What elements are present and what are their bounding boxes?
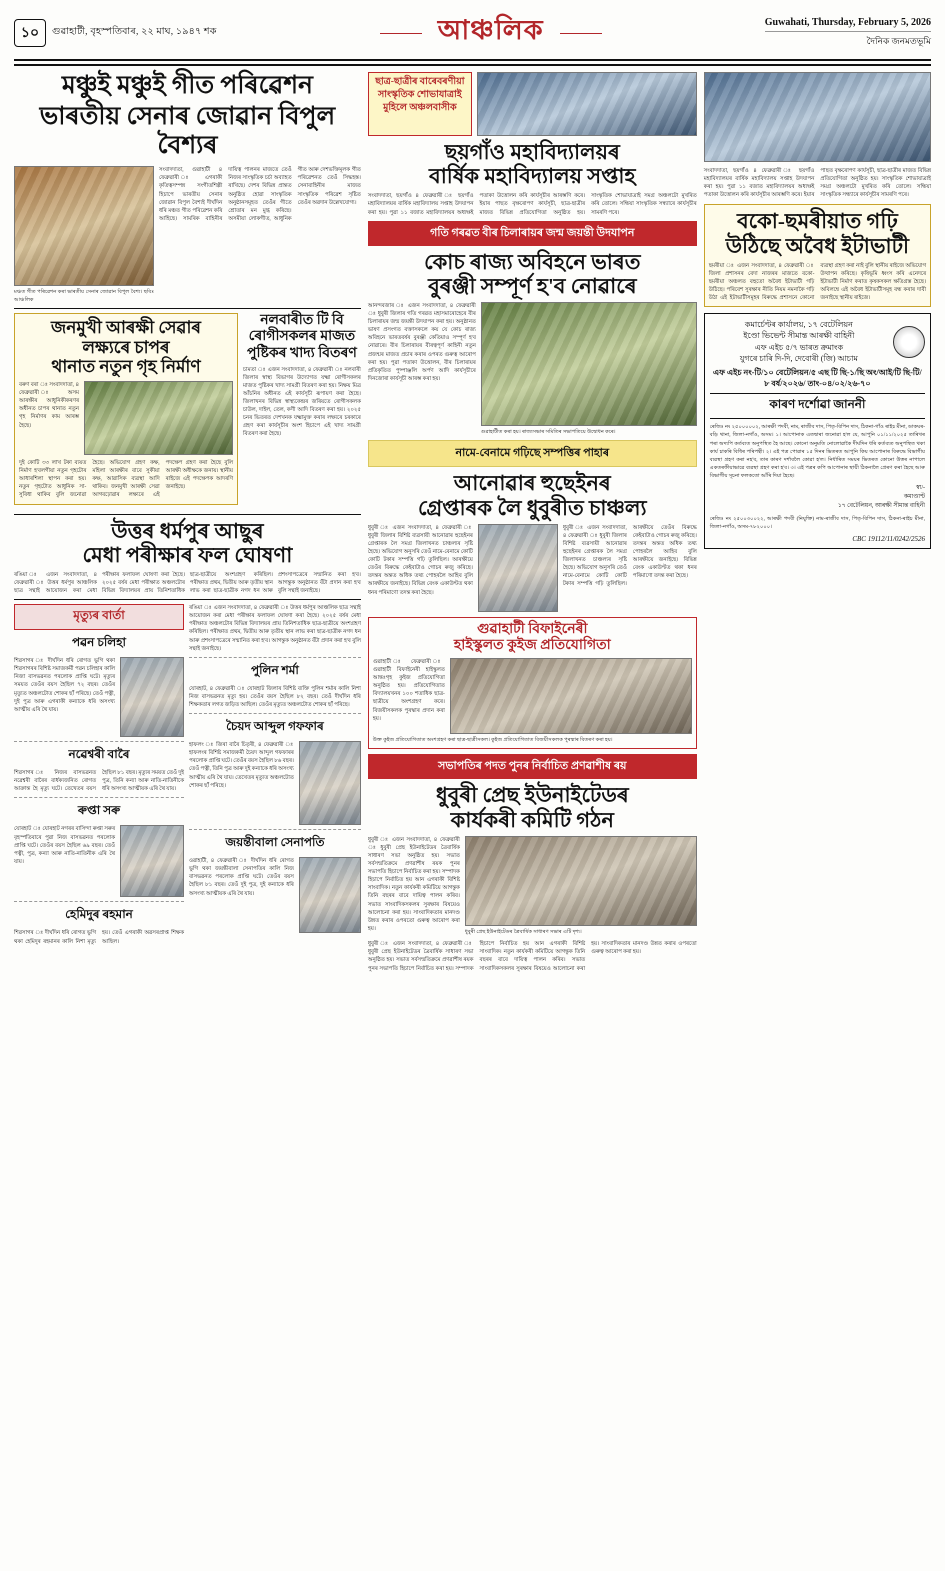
column-left bbox=[14, 72, 361, 1550]
obit-name-1: নৱেশ্বৰী বাৰৈ bbox=[68, 747, 130, 762]
dhubri-headline-1: ধুবুৰী প্ৰেছ ইউনাইটেডৰ bbox=[435, 783, 629, 808]
quiz-headline-1: গুৱাহাটী বিফাইনেৰী bbox=[477, 621, 588, 637]
anowar-headline-2: গ্ৰেপ্তাৰক লৈ ধুবুৰীত চাঞ্চল্য bbox=[418, 495, 647, 520]
divider-a3 bbox=[14, 599, 361, 600]
police-headline-3: থানাত নতুন গৃহ নিৰ্মাণ bbox=[51, 357, 201, 377]
obit-text-2: যোৰহাট ঃ যোৰহাট নগৰৰ বাসিন্দা ৰুপ্তা সৰুৰ বৃহস্পতিবাৰে পুৱা নিজ বাসভৱনত পৰলোক প্ৰাপ্তি ঘটে। তেওঁৰ বয়স হৈছিল ৬৯ বছৰ। তেওঁ পত্নী, পুত্ৰ, কন্যা আৰু নাতি-নাতিনীক এৰি থৈ যায়। bbox=[14, 826, 115, 865]
chaygaon-text-right: সংবাদদাতা, ছয়গাঁও ৪ ফেব্ৰুৱাৰী ঃ ছয়গাঁও মহাবিদ্যালয়ৰ বাৰ্ষিক মহাবিদ্যালয় সপ্তাহ উদযাপন কৰা হয়। পুৱা ১১ বজাত মহাবিদ্যালয়ৰ অধ্যক্ষই পতাকা উত্তোলন কৰি কাৰ্যসূচীৰ আৰম্ভণি কৰে। ইয়াৰ পাছত বৃক্ষৰোপণ কাৰ্যসূচী, ছাত্ৰ-ছাত্ৰীৰ মাজত বিভিন্ন প্ৰতিযোগিতা অনুষ্ঠিত হয়। সাংস্কৃতিক শোভাযাত্ৰাই সমগ্ৰ অঞ্চলটো মুখৰিত কৰি তোলে। সন্ধিয়া সাংস্কৃতিক সন্ধ্যাৰে কাৰ্যসূচীৰ সামৰণি পৰে। bbox=[703, 168, 931, 199]
anowar-text-cont: ধুবুৰী ঃ এজন সংবাদদাতা, ৪ ফেব্ৰুৱাৰী ঃ ধুবুৰী জিলাৰ বিশিষ্ট ব্যৱসায়ী আনোৱাৰ হুছেইনৰ গ্ৰেপ্তাৰক লৈ সমগ্ৰ জিলাখনত চাঞ্চল্যৰ সৃষ্টি হৈছে। অভিযোগ অনুসৰি তেওঁ নামে-বেনামে কোটি কোটি টকাৰ সম্পত্তি গঢ়ি তুলিছিল। আৰক্ষীয়ে তেওঁৰ বিৰুদ্ধে কেইবাটাও গোচৰ ৰুজু কৰিছে। তদন্তৰ অন্তত অধিক তথ্য পোহৰলৈ আহিব বুলি আৰক্ষীয়ে জনাইছে। বিভিন্ন বেংক একাউণ্টত থকা ধনৰ পৰিমাণো তদন্ত কৰা হৈছে। bbox=[562, 524, 697, 588]
obit-right-portrait-1 bbox=[299, 741, 361, 825]
anowar-headline-1: আনোৱাৰ হুছেইনৰ bbox=[453, 471, 611, 496]
notice-footer: ৰেজিঃ নং ২৫০০৩০০২২, আৰক্ষী পদবী (নিযুক্তি) নাম-ৰাজীব দাস, পিতৃ-বিপিন দাস, ঠিকনা-ৰাইচ মীনা, জিলা-নগাঁও, অসম-৭৮২০০০। bbox=[709, 515, 925, 530]
top-strip bbox=[368, 72, 697, 136]
obit-portrait-2 bbox=[120, 825, 184, 897]
obituary-left bbox=[14, 604, 184, 946]
police-story bbox=[14, 313, 238, 504]
obit-right-portrait-2 bbox=[299, 857, 361, 933]
obit-name-2: ৰুপ্তা সৰু bbox=[77, 803, 121, 818]
quiz-story bbox=[368, 617, 697, 750]
anowar-body bbox=[368, 524, 697, 612]
tb-text: চামতা ঃ এজন সংবাদদাতা, ৪ ফেব্ৰুৱাৰী ঃ নলবাৰী জিলাৰ স্বাস্থ্য বিভাগৰ উদ্যোগত যক্ষ্মা ৰোগীসকলৰ মাজত পুষ্টিকৰ খাদ্য সামগ্ৰী বিতৰণ কৰা হয়। নিক্ষয় মিত্ৰ আঁচনিৰ অধীনত এই কাৰ্যসূচী ৰূপায়ণ কৰা হৈছে। জিলাখনৰ বিভিন্ন স্বাস্থ্যকেন্দ্ৰৰ জৰিয়তে ৰোগীসকলক চাউল, দাইল, তেল, কণী আদি বিতৰণ কৰা হয়। ২০২৫ চনৰ ভিতৰত দেশখনক যক্ষ্মামুক্ত কৰাৰ লক্ষ্যৰে চৰকাৰে গ্ৰহণ কৰা কাৰ্যসূচীৰ অংশ হিচাপে এই খাদ্য সামগ্ৰী বিতৰণ কৰা হৈছে। bbox=[243, 366, 361, 438]
notice-sign-2: কমাণ্ডাণ্ট bbox=[903, 493, 925, 500]
anowar-portrait bbox=[478, 524, 558, 612]
dhubri-photo bbox=[465, 836, 697, 926]
quiz-photo-caption: উক্ত কুইজ প্ৰতিযোগিতাত অংশগ্ৰহণ কৰা ছাত্ৰ-ছাত্ৰীসকল। কুইজ প্ৰতিযোগিতাত বিজয়ীসকলক পুৰস্কাৰ বিতৰণ কৰা হয়। bbox=[372, 736, 613, 743]
police-photo bbox=[84, 381, 233, 455]
govt-emblem-icon bbox=[893, 326, 925, 358]
column-right bbox=[704, 72, 931, 1550]
page-number: ১০ bbox=[14, 19, 46, 47]
obit-right-text-2: ওৱাহাটী, ৪ ফেব্ৰুৱাৰী ঃ দীৰ্ঘদিন ধৰি ৰোগত ভুগি থকা জয়ন্তীবালা সেনাপতিৰ কালি নিজ বাসভৱনত পৰলোক প্ৰাপ্তি ঘটে। তেওঁৰ বয়স হৈছিল ৮১ বছৰ। তেওঁ দুই পুত্ৰ, দুই কন্যাকে ধৰি অসংখ্য আত্মীয়ক এৰি থৈ যায়। bbox=[189, 858, 294, 897]
obit-right-lead: ৰঙিয়া ঃ এজন সংবাদদাতা, ৪ ফেব্ৰুৱাৰী ঃ উত্তৰ ধৰ্মপুৰ আঞ্চলিক ছাত্ৰ সন্থাই আয়োজন কৰা মেধা পৰীক্ষাৰ ফলাফল ঘোষণা কৰা হৈছে। ২০২৫ বৰ্ষৰ মেধা পৰীক্ষাত অঞ্চলটোৰ বিভিন্ন বিদ্যালয়ৰ প্ৰায় তিনিশতাধিক ছাত্ৰ-ছাত্ৰীয়ে অংশগ্ৰহণ কৰিছিল। পৰীক্ষাত প্ৰথম, দ্বিতীয় আৰু তৃতীয় স্থান লাভ কৰা ছাত্ৰ-ছাত্ৰীক নগদ ধন আৰু প্ৰশংসাপত্ৰেৰে সন্মানিত কৰা হ'ব। আগন্তুক অনুষ্ঠানত বঁটা প্ৰদান কৰা হ'ব বুলি সন্থাই জনাইছে। bbox=[189, 605, 361, 652]
obit-name-0: পৱন চলিহা bbox=[72, 635, 126, 650]
obit-portrait-0 bbox=[120, 657, 184, 737]
police-tb-row bbox=[14, 313, 361, 509]
masthead-rule bbox=[14, 64, 931, 66]
lead-headline-1: মঞ্চুই মঞ্চুই গীত পৰিৱেশন bbox=[61, 72, 313, 99]
lead-headline-2: ভাৰতীয় সেনাৰ জোৱান বিপুল বৈশ্যৰ bbox=[39, 102, 336, 159]
dharmapur-headline-2: মেধা পৰীক্ষাৰ ফল ঘোষণা bbox=[82, 542, 293, 567]
obituary-right bbox=[189, 604, 361, 946]
chaygaon-text: সংবাদদাতা, ছয়গাঁও ৪ ফেব্ৰুৱাৰী ঃ ছয়গাঁও মহাবিদ্যালয়ৰ বাৰ্ষিক মহাবিদ্যালয় সপ্তাহ উদযাপন কৰা হয়। পুৱা ১১ বজাত মহাবিদ্যালয়ৰ অধ্যক্ষই পতাকা উত্তোলন কৰি কাৰ্যসূচীৰ আৰম্ভণি কৰে। ইয়াৰ পাছত বৃক্ষৰোপণ কাৰ্যসূচী, ছাত্ৰ-ছাত্ৰীৰ মাজত বিভিন্ন প্ৰতিযোগিতা অনুষ্ঠিত হয়। সাংস্কৃতিক শোভাযাত্ৰাই সমগ্ৰ অঞ্চলটো মুখৰিত কৰি তোলে। সন্ধিয়া সাংস্কৃতিক সন্ধ্যাৰে কাৰ্যসূচীৰ সামৰণি পৰে। bbox=[367, 193, 697, 216]
tb-headline: নলবাৰীত টি বি ৰোগীসকলৰ মাজত পুষ্টিকৰ খাদ্য বিতৰণ bbox=[246, 313, 357, 361]
masthead-tagline: দৈনিক জনমতভূমি bbox=[765, 31, 931, 49]
dhubri-body bbox=[368, 836, 697, 937]
notice-header-3: এফ এইচ ৫/৭ ভাৰত ক্ৰমাংক bbox=[754, 342, 844, 352]
notice-header-2: ইণ্ডো ভিভেন্ট সীমান্ত আৰক্ষী বাহিনী bbox=[743, 331, 855, 341]
dharmapur-headline-1: উত্তৰ ধৰ্মপুৰ আছুৰ bbox=[111, 518, 264, 543]
dhubri-banner: সভাপতিৰ পদত পুনৰ নিৰ্বাচিত প্ৰণৱাশীষ ৰয় bbox=[368, 754, 697, 779]
obit-row bbox=[14, 604, 361, 946]
top-right-photo bbox=[704, 72, 931, 162]
masthead-left bbox=[14, 19, 217, 47]
quiz-headline-2: হাইস্কুলত কুইজ প্ৰতিযোগিতা bbox=[453, 637, 611, 653]
boko-text: ছমৰীয়া ঃ এজন সংবাদদাতা, ৪ ফেব্ৰুৱাৰী ঃ জিলা প্ৰশাসনৰ বেদা নাজৰৰ মাজতে বকো-ছমৰীয়া অঞ্চলত বহুতো অবৈধ ইটাভাটী গঢ়ি উঠিছে। পৰিবেশ সুৰক্ষাৰ নীতি নিয়ম নমনাকৈ গঢ়ি উঠা এই ইটাভাটীসমূহৰ বিৰুদ্ধে প্ৰশাসনে কোনো ব্যৱস্থা গ্ৰহণ কৰা নাই বুলি স্থানীয় ৰাইজে অভিযোগ উত্থাপন কৰিছে। কৃষিভূমি ধ্বংস কৰি এনেদৰে ইটাভাটী নিৰ্মাণ কৰাত কৃষকসকল ক্ষতিগ্ৰস্ত হৈছে। অবিলম্বে এই অবৈধ ইটাভাটীসমূহ বন্ধ কৰাৰ দাবী জনাইছে স্থানীয় ৰাইজে। bbox=[708, 262, 926, 302]
obit-name-3: হেমিদুৰ ৰহমান bbox=[65, 907, 133, 922]
police-headline-1: জনমুখী আৰক্ষী সেৱাৰ bbox=[51, 318, 201, 338]
obit-text-3: শিৱসাগৰ ঃ দীৰ্ঘদিন ধৰি ৰোগত ভুগি থকা হেমিদুৰ ৰহমানৰ কালি নিশা মৃত্যু হয়। তেওঁ এগৰাকী অৱসৰপ্ৰাপ্ত শিক্ষক আছিল। bbox=[14, 930, 184, 945]
lead-photo-wrap bbox=[14, 166, 154, 304]
anowar-text: ধুবুৰী ঃ এজন সংবাদদাতা, ৪ ফেব্ৰুৱাৰী ঃ ধুবুৰী জিলাৰ বিশিষ্ট ব্যৱসায়ী আনোৱাৰ হুছেইনৰ গ্ৰেপ্তাৰক লৈ সমগ্ৰ জিলাখনত চাঞ্চল্যৰ সৃষ্টি হৈছে। অভিযোগ অনুসৰি তেওঁ নামে-বেনামে কোটি কোটি টকাৰ সম্পত্তি গঢ়ি তুলিছিল। আৰক্ষীয়ে তেওঁৰ বিৰুদ্ধে কেইবাটাও গোচৰ ৰুজু কৰিছে। তদন্তৰ অন্তত অধিক তথ্য পোহৰলৈ আহিব বুলি আৰক্ষীয়ে জনাইছে। বিভিন্ন বেংক একাউণ্টত থকা ধনৰ পৰিমাণো তদন্ত কৰা হৈছে। bbox=[367, 524, 473, 596]
newspaper-logo: আঞ্চলিক bbox=[420, 10, 562, 55]
masthead-date-assamese: গুৱাহাটী, বৃহস্পতিবাৰ, ২২ মাঘ, ১৯৪৭ শক bbox=[52, 27, 217, 37]
koch-photo-caption: গুৱাহাটীত কৰা হয়। ৰাজ্যসভাৰ সমিতিৰ সভাপতিয়ে উদ্বোধন কৰে। bbox=[480, 428, 616, 435]
boko-story bbox=[704, 204, 931, 307]
obit-right-text-1: হাফলং ঃ জিৰা বাৰৈ চিতৃৰী, ৪ ফেব্ৰুৱাৰী ঃ হাফলংৰ বিশিষ্ট সমাজকৰ্মী চৈয়দ আব্দুল গফফাৰৰ পৰলোক প্ৰাপ্তি ঘটে। তেওঁৰ বয়স হৈছিল ৮৬ বছৰ। তেওঁ পত্নী, তিনি পুত্ৰ আৰু দুই কন্যাকে ধৰি অসংখ্য আত্মীয় এৰি থৈ যায়। তেখেতৰ মৃত্যুত অঞ্চলটোত শোকৰ ছাঁ পৰিছে। bbox=[189, 742, 294, 789]
top-strip-photo bbox=[477, 72, 697, 136]
obit-text-1: শিৱসাগৰ ঃ নিজৰ বাসভৱনত নৱেশ্বৰী বাৰৈৰ বাৰ্ধক্যজনিত ৰোগত আক্ৰান্ত হৈ মৃত্যু ঘটে। তেখেতৰ বয়স হৈছিল ৮১ বছৰ। মৃত্যুৰ সময়ত তেওঁ দুই পুত্ৰ, তিনি কন্যা আৰু নাতি-নাতিনীকে ধৰি অসংখ্য আত্মীয়ক এৰি থৈ যায়। bbox=[14, 770, 184, 793]
lead-photo-caption: মঞ্চত গীত পৰিৱেশন কৰা ভাৰতীয় সেনাৰ জোৱান বিপুল বৈশ্য। ছবিঃ আঞ্চলিক bbox=[14, 289, 154, 303]
quiz-photo bbox=[450, 658, 692, 734]
obituary-title: মৃত্যুৰ বাৰ্তা bbox=[14, 604, 184, 630]
masthead-right bbox=[765, 17, 931, 49]
obit-right-text-0: যোৰহাট, ৪ ফেব্ৰুৱাৰী ঃ যোৰহাট জিলাৰ বিশিষ্ট ব্যক্তি পুলিন শৰ্মাৰ কালি নিশা নিজ বাসভৱনত মৃত্যু হয়। তেওঁৰ বয়স হৈছিল ৮২ বছৰ। তেওঁ দীৰ্ঘদিন ধৰি শিক্ষকতাৰ লগত জড়িত আছিল। তেওঁৰ মৃত্যুত অঞ্চলটোত শোকৰ ছাঁ পৰিছে। bbox=[189, 685, 361, 708]
koch-photo-wrap bbox=[481, 302, 697, 437]
dhubri-headline-2: কাৰ্যকৰী কমিটি গঠন bbox=[450, 807, 614, 832]
notice-sign-3: ১৭ বেটেলিয়ন, আৰক্ষী সীমান্ত বাহিনী bbox=[837, 502, 925, 509]
dharmapur-text: ৰঙিয়া ঃ এজন সংবাদদাতা, ৪ ফেব্ৰুৱাৰী ঃ উত্তৰ ধৰ্মপুৰ আঞ্চলিক ছাত্ৰ সন্থাই আয়োজন কৰা মেধা পৰীক্ষাৰ ফলাফল ঘোষণা কৰা হৈছে। ২০২৫ বৰ্ষৰ মেধা পৰীক্ষাত অঞ্চলটোৰ বিভিন্ন বিদ্যালয়ৰ প্ৰায় তিনিশতাধিক ছাত্ৰ-ছাত্ৰীয়ে অংশগ্ৰহণ কৰিছিল। পৰীক্ষাত প্ৰথম, দ্বিতীয় আৰু তৃতীয় স্থান লাভ কৰা ছাত্ৰ-ছাত্ৰীক নগদ ধন আৰু প্ৰশংসাপত্ৰেৰে সন্মানিত কৰা হ'ব। আগন্তুক অনুষ্ঠানত বঁটা প্ৰদান কৰা হ'ব বুলি সন্থাই জনাইছে। bbox=[14, 571, 361, 594]
notice-title: কাৰণ দৰ্শোৱা জাননী bbox=[710, 393, 925, 419]
dhubri-photo-caption: ধুবুৰী প্ৰেছ ইউনাইটেডৰ ত্ৰৈবাৰ্ষিক সাধাৰণ সভাৰ এটি দৃশ্য। bbox=[464, 928, 582, 935]
koch-body bbox=[368, 302, 697, 437]
notice-header-4: যুগৰে চাৰি দি-দি, দেবোৰী (জি) আচাম bbox=[739, 353, 858, 363]
notice-sign-1: স্বা/- bbox=[915, 484, 925, 491]
koch-banner: গতি গৰৱত বীৰ চিলাৰায়ৰ জন্ম জয়ন্তী উদযাপন bbox=[368, 221, 697, 246]
notice-cbc-code: CBC 19112/11/0242/2526 bbox=[852, 534, 925, 543]
boko-headline-1: বকো-ছমৰীয়াত গঢ়ি bbox=[736, 209, 898, 234]
notice-header-1: কমাৰ্চেণ্টৰ কাৰ্যালয়, ১৭ বেটেলিয়ন bbox=[744, 320, 853, 330]
divider-a2 bbox=[14, 514, 361, 515]
koch-headline-1: কোচ ৰাজ্য অবিহনে ভাৰত bbox=[424, 249, 641, 274]
chaygaon-headline-2: বাৰ্ষিক মহাবিদ্যালয় সপ্তাহ bbox=[429, 164, 636, 189]
notice-office-code: এফ এইচ নং-টি/১০ বেটেলিয়ন/৫ এছ টি ছি-১/ছি অং/আই/টি ছি-টি/ ৮ বৰ্ষ/২০২৬/ তাং-০৪/০২/২৬-৭০ bbox=[713, 368, 922, 389]
koch-photo bbox=[481, 302, 697, 426]
divider-a1 bbox=[14, 308, 361, 309]
masthead bbox=[14, 10, 931, 61]
police-byline: বৰুণ বৰা ঃ সংবাদদাতা, ৪ ফেব্ৰুৱাৰী ঃ অসম আৰক্ষীৰ আধুনিকীকৰণৰ অধীনত চাপৰ থানাত নতুন গৃহ নিৰ্মাণৰ কাম আৰম্ভ হৈছে। bbox=[19, 381, 79, 429]
obit-right-name-1: চৈয়দ আব্দুল গফফাৰ bbox=[226, 719, 324, 734]
notice-body: ৰেজিঃ নং ২৫০০০০০২, আৰক্ষী পদবী, নাম, ৰাজীব দাস, পিতৃ-বিপিন দাস, ঠিকনা-গাঁও ৰাইচ মীনা, ডাকঘৰ-বড়ি থানা, জিলা-নগাঁও, অসম। ১। আপোনাক এতদ্বাৰা জনোৱা হ'ল যে, আপুনি ০১/১১/২০২৫ তাৰিখৰ পৰা অদ্যপি কৰ্তব্যত অনুপস্থিত হৈ আছে। কোনো অনুমতি নোলোৱাকৈ দীৰ্ঘদিন ধৰি কৰ্তব্যত অনুপস্থিত থকা কাৰ্য চাকৰি বিধিৰ পৰিপন্থী। ২। এই পত্ৰ পোৱাৰ ১৫ দিনৰ ভিতৰত আপুনি কিয় আপোনাৰ বিৰুদ্ধে বিভাগীয় ব্যৱস্থা গ্ৰহণ কৰা নহ'ব, তাৰ কাৰণ দৰ্শাবলৈ কোৱা হ'ল। নিৰ্ধাৰিত সময়ৰ ভিতৰত কোনো উত্তৰ নাপালে একতৰফীয়াভাৱে ব্যৱস্থা গ্ৰহণ কৰা হ'ব। ৩। এই পত্ৰৰ কপি আপোনাৰ স্থায়ী ঠিকনালৈ প্ৰেৰণ কৰা হৈছে আৰু বিভাগীয় সূচনা ফলকতো আঁৰি দিয়া হৈছে। bbox=[709, 424, 925, 479]
police-headline-2: লক্ষ্যৰে চাপৰ bbox=[82, 337, 170, 357]
obit-text-0: শিৱসাগৰ ঃ দীৰ্ঘদিন ধৰি ৰোগত ভুগি থকা শিৱসাগৰৰ বিশিষ্ট সমাজকৰ্মী পৱন চলিহাৰ কালি নিজা বাসভৱনত পৰলোক প্ৰাপ্তি ঘটে। মৃত্যুৰ সময়ত তেওঁৰ বয়স হৈছিল ৭২ বছৰ। তেওঁৰ মৃত্যুত অঞ্চলটোত শোকৰ ছাঁ পৰিছে। তেওঁ পত্নী, দুই পুত্ৰ আৰু এগৰাকী কন্যাকে ধৰি অসংখ্য আত্মীয় এৰি থৈ যায়। bbox=[14, 658, 115, 713]
koch-headline-2: বুৰঞ্জী সম্পূৰ্ণ হ'ব নোৱাৰে bbox=[428, 273, 637, 298]
dhubri-text: ধুবুৰী ঃ এজন সংবাদদাতা, ৪ ফেব্ৰুৱাৰী ঃ ধুবুৰী প্ৰেছ ইউনাইটেডৰ ত্ৰৈবাৰ্ষিক সাধাৰণ সভা অনুষ্ঠিত হয়। সভাত সৰ্বসন্মতিক্ৰমে প্ৰণৱাশীষ ৰয়ক পুনৰ সভাপতি হিচাপে নিৰ্বাচিত কৰা হয়। সম্পাদক হিচাপে নিৰ্বাচিত হয় আন এগৰাকী বিশিষ্ট সাংবাদিক। নতুন কাৰ্যকৰী কমিটিয়ে আগন্তুক তিনি বছৰৰ বাবে দায়িত্ব পালন কৰিব। সভাত সাংবাদিকসকলৰ সুৰক্ষাৰ বিষয়েও আলোচনা কৰা হয়। সাংবাদিকতাৰ মানদণ্ড উন্নত কৰাৰ ওপৰতো গুৰুত্ব আৰোপ কৰা হয়। bbox=[367, 836, 460, 932]
quiz-text: গুৱাহাটী ঃ ফেব্ৰুৱাৰী ঃ গুৱাহাটী বিফাইনেৰী হাইস্কুলত আন্তঃগৃহ কুইজ প্ৰতিযোগিতা অনুষ্ঠিত হয়। প্ৰতিযোগিতাত বিদ্যালয়খনৰ ১০০ শতাধিক ছাত্ৰ-ছাত্ৰীয়ে অংশগ্ৰহণ কৰে। বিজয়ীসকলক পুৰস্কাৰ প্ৰদান কৰা হয়। bbox=[372, 658, 445, 722]
anowar-banner: নামে-বেনামে গঢ়িছে সম্পত্তিৰ পাহাৰ bbox=[368, 440, 697, 467]
top-strip-caption: ছাত্ৰ-ছাত্ৰীৰ বাৰেবৰণীয়া সাংস্কৃতিক শোভাযাত্ৰাই মুহিলে অঞ্চলবাসীক bbox=[368, 72, 472, 136]
boko-headline-2: উঠিছে অবৈধ ইটাভাটী bbox=[725, 233, 910, 258]
obit-right-name-0: পুলিন শৰ্মা bbox=[250, 662, 299, 677]
lead-body bbox=[14, 166, 361, 304]
obit-right-name-2: জয়ন্তীবালা সেনাপতি bbox=[225, 835, 325, 850]
chaygaon-headline-1: ছয়গাঁও মহাবিদ্যালয়ৰ bbox=[444, 140, 620, 164]
public-notice bbox=[704, 313, 931, 549]
lead-text: সংবাদদাতা, গুৱাহাটী ৪ ফেব্ৰুৱাৰী ঃ এগৰাকী কৃতিত্বসম্পন্ন সংগীতশিল্পী হিচাপে ভাৰতীয় সেনাৰ জোৱান বিপুল বৈশ্যই দীৰ্ঘদিন ধৰি মঞ্চত গীত পৰিৱেশন কৰি আহিছে। সামৰিক বাহিনীৰ দায়িত্ব পালনৰ মাজতে তেওঁ নিজৰ সাংস্কৃতিক চৰ্চা অব্যাহত ৰাখিছে। দেশৰ বিভিন্ন প্ৰান্তত অনুষ্ঠিত হোৱা সাংস্কৃতিক অনুষ্ঠানসমূহত তেওঁৰ গীতে শ্ৰোতাৰ মন মুগ্ধ কৰিছে। অসমীয়া লোকগীত, আধুনিক গীত আৰু দেশভক্তিমূলক গীত পৰিৱেশনত তেওঁ সিদ্ধহস্ত। সেনাবাহিনীৰ মাজত সাংস্কৃতিক পৰিৱেশ সৃষ্টিত তেওঁৰ অৱদান উল্লেখযোগ্য। bbox=[159, 167, 361, 222]
masthead-date-english: Guwahati, Thursday, February 5, 2026 bbox=[764, 16, 931, 28]
dhubri-text-cont: ধুবুৰী ঃ এজন সংবাদদাতা, ৪ ফেব্ৰুৱাৰী ঃ ধুবুৰী প্ৰেছ ইউনাইটেডৰ ত্ৰৈবাৰ্ষিক সাধাৰণ সভা অনুষ্ঠিত হয়। সভাত সৰ্বসন্মতিক্ৰমে প্ৰণৱাশীষ ৰয়ক পুনৰ সভাপতি হিচাপে নিৰ্বাচিত কৰা হয়। সম্পাদক হিচাপে নিৰ্বাচিত হয় আন এগৰাকী বিশিষ্ট সাংবাদিক। নতুন কাৰ্যকৰী কমিটিয়ে আগন্তুক তিনি বছৰৰ বাবে দায়িত্ব পালন কৰিব। সভাত সাংবাদিকসকলৰ সুৰক্ষাৰ বিষয়েও আলোচনা কৰা হয়। সাংবাদিকতাৰ মানদণ্ড উন্নত কৰাৰ ওপৰতো গুৰুত্ব আৰোপ কৰা হয়। bbox=[367, 941, 697, 972]
column-middle bbox=[368, 72, 697, 1550]
lead-photo bbox=[14, 166, 154, 286]
police-text: দুই কোটি ৩৩ লাখ টকা ব্যয়ত নিৰ্মাণ হ'বলগীয়া নতুন গৃহটোৰ আধাৰশিলা স্থাপন কৰা হয়। নতুন গৃহটোত আধুনিক সা-সুবিধা থাকিব বুলি জনোৱা হৈছে। অভিযোগ গ্ৰহণ কক্ষ, মহিলা আৰক্ষীৰ বাবে সুকীয়া কক্ষ, আৱাসিক ব্যৱস্থা আদি থাকিব। জনমুখী আৰক্ষী সেৱা আগবঢ়োৱাৰ লক্ষ্যৰে এই পদক্ষেপ গ্ৰহণ কৰা হৈছে বুলি আৰক্ষী অধীক্ষকে জনায়। স্থানীয় ৰাইজে এই পদক্ষেপক আদৰণি জনাইছে। bbox=[19, 459, 233, 499]
tb-story bbox=[243, 313, 361, 509]
page-columns bbox=[14, 72, 931, 1550]
koch-text: আনন্দবজাৰ ঃ এজন সংবাদদাতা, ৪ ফেব্ৰুৱাৰী ঃ ধুবুৰী জিলাৰ গতি গৰৱত মহাসমাৰোহেৰে বীৰ চিলাৰায়ৰ জন্ম জয়ন্তী উদযাপন কৰা হয়। অনুষ্ঠানত ভাষণ প্ৰসংগত বক্তাসকলে কয় যে কোচ ৰাজ্য অবিহনে ভাৰতবৰ্ষৰ বুৰঞ্জী কেতিয়াও সম্পূৰ্ণ হ'ব নোৱাৰে। বীৰ চিলাৰায়ৰ বীৰত্বপূৰ্ণ কাহিনী নতুন প্ৰজন্মৰ মাজত প্ৰচাৰ কৰাৰ ওপৰত গুৰুত্ব আৰোপ কৰা হয়। পুৱা পতাকা উত্তোলন, বীৰ চিলাৰায়ৰ প্ৰতিকৃতিত পুষ্পাঞ্জলি অৰ্পণ আদি কাৰ্যসূচীৰে দিনজোৰা কাৰ্যসূচী আৰম্ভ কৰা হয়। bbox=[367, 302, 476, 382]
